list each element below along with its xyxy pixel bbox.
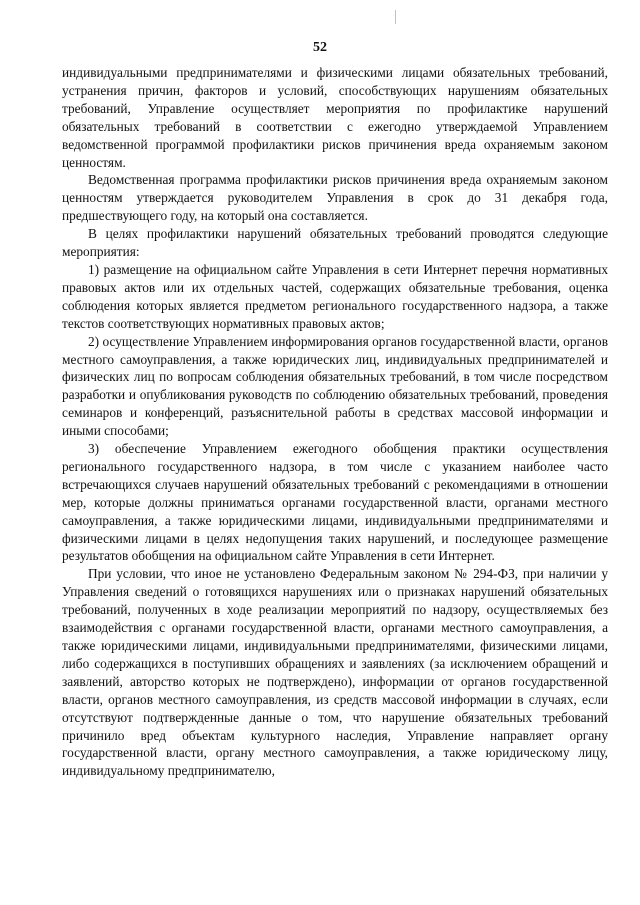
paragraph-warning-conditions: При условии, что иное не установлено Федеральным законом № 294-ФЗ, при наличии у Управления сведений о готовящихся нарушениях или о признаках нарушений обязательных требований, полученных в ходе реализации мероприятий по надзору, осуществляемых без взаимодействия с органами государственной власти, органами местного самоуправления, а также юридическими лицами, индивидуальными предпринимателями, физическими лицами, либо содержащихся в поступивших обращениях и заявлениях (за исключением обращений и заявлений, авторство которых не подтверждено), информации от органов государственной власти, органов местного самоуправления, из средств массовой информации в случаях, если отсутствуют подтвержденные данные о том, что нарушение обязательных требований причинило вред объектам культурного наследия, Управление направляет органу государственной власти, органу местного самоуправления, а также юридическому лицу, индивидуальному предпринимателю,	[62, 566, 608, 779]
list-item-1: 1) размещение на официальном сайте Управления в сети Интернет перечня нормативных правовых актов или их отдельных частей, содержащих обязательные требования, оценка соблюдения которых является предметом регионального государственного надзора, а также текстов соответствующих нормативных правовых актов;	[62, 261, 608, 331]
paragraph-continuation: индивидуальными предпринимателями и физическими лицами обязательных требований, устранения причин, факторов и условий, способствующих нарушениям обязательных требований, Управление осуществляет мероприятия по профилактике нарушений обязательных требований в соответствии с ежегодно утверждаемой Управлением ведомственной программой профилактики рисков причинения вреда охраняемым законом ценностям.	[62, 65, 608, 170]
paragraph-program-approval: Ведомственная программа профилактики рисков причинения вреда охраняемым законом ценностям утверждается руководителем Управления в срок до 31 декабря года, предшествующего году, на который она составляется.	[62, 172, 608, 224]
document-body	[62, 64, 608, 780]
scan-artifact-line	[395, 10, 396, 24]
list-item-2: 2) осуществление Управлением информирования органов государственной власти, органов местного самоуправления, а также юридических лиц, индивидуальных предпринимателей и физических лиц по вопросам соблюдения обязательных требований, в том числе посредством разработки и опубликования руководств по соблюдению обязательных требований, проведения семинаров и конференций, разъяснительной работы в средствах массовой информации и иными способами;	[62, 333, 608, 439]
paragraph-prevention-intro: В целях профилактики нарушений обязательных требований проводятся следующие мероприятия:	[62, 226, 608, 260]
list-item-3: 3) обеспечение Управлением ежегодного обобщения практики осуществления регионального государственного надзора, в том числе с указанием наиболее часто встречающихся случаев нарушений обязательных требований с рекомендациями в отношении мер, которые должны приниматься органами государственной власти, органами местного самоуправления, а также юридическими лицами, индивидуальными предпринимателями и физическими лицами в целях недопущения таких нарушений, и последующее размещение результатов обобщения на официальном сайте Управления в сети Интернет.	[62, 441, 608, 564]
page-number: 52	[313, 40, 327, 55]
